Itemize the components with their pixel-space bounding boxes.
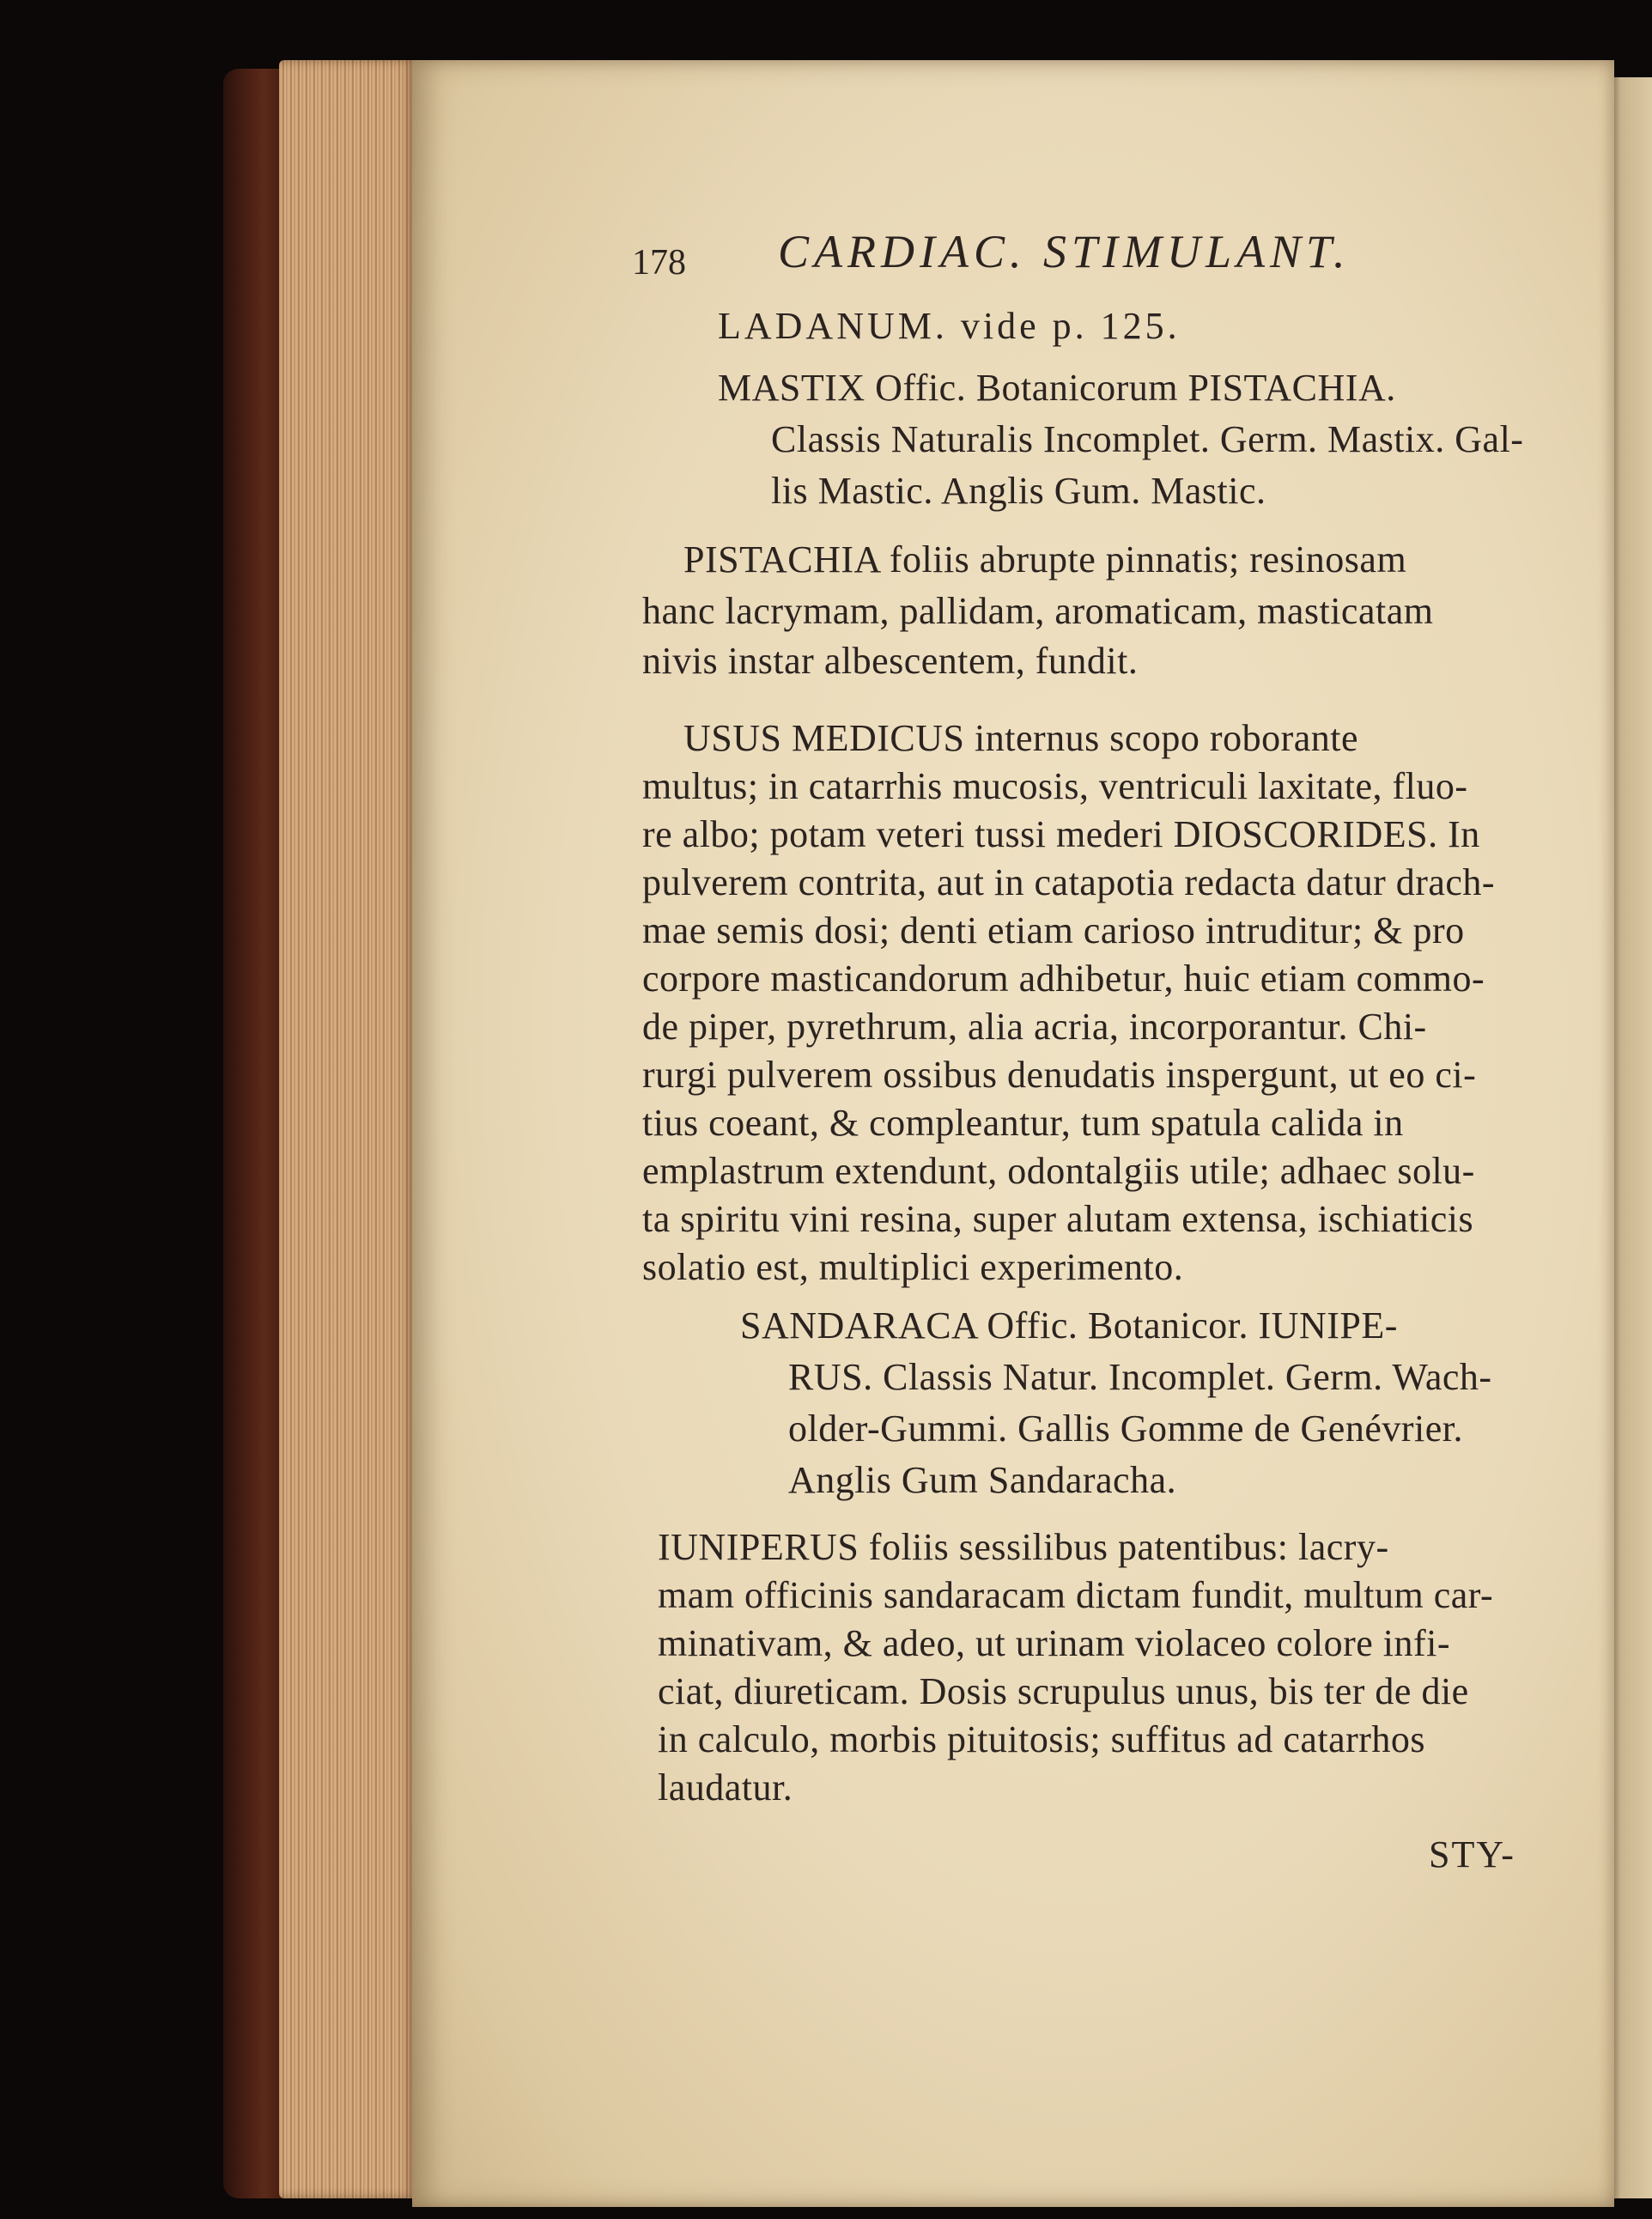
usus-medicus-line: tius coeant, & compleantur, tum spatula calida in bbox=[642, 1102, 1404, 1144]
entry-mastix-line: lis Mastic. Anglis Gum. Mastic. bbox=[771, 470, 1266, 512]
entry-iuniperus-line: ciat, diureticam. Dosis scrupulus unus, bis ter de die bbox=[658, 1670, 1469, 1712]
entry-sandaraca-line: Anglis Gum Sandaracha. bbox=[788, 1459, 1177, 1501]
entry-sandaraca-line: RUS. Classis Natur. Incomplet. Germ. Wach- bbox=[788, 1356, 1492, 1398]
usus-medicus-line: USUS MEDICUS internus scopo roborante bbox=[683, 717, 1359, 759]
running-head: CARDIAC. STIMULANT. bbox=[778, 226, 1351, 277]
entry-iuniperus-line: IUNIPERUS foliis sessilibus patentibus: lacry- bbox=[658, 1526, 1389, 1568]
entry-iuniperus-line: in calculo, morbis pituitosis; suffitus ad catarrhos bbox=[658, 1718, 1426, 1760]
entry-sandaraca-line: SANDARACA Offic. Botanicor. IUNIPE- bbox=[740, 1304, 1398, 1347]
entry-pistachia-line: hanc lacrymam, pallidam, aromaticam, masticatam bbox=[642, 590, 1434, 632]
entry-sandaraca-line: older-Gummi. Gallis Gomme de Genévrier. bbox=[788, 1407, 1463, 1450]
entry-pistachia-line: PISTACHIA foliis abrupte pinnatis; resinosam bbox=[683, 538, 1407, 581]
entry-mastix-line: MASTIX Offic. Botanicorum PISTACHIA. bbox=[718, 367, 1396, 409]
entry-pistachia-line: nivis instar albescentem, fundit. bbox=[642, 640, 1139, 682]
usus-medicus-line: de piper, pyrethrum, alia acria, incorporantur. Chi- bbox=[642, 1006, 1427, 1048]
page-edges bbox=[279, 60, 416, 2198]
usus-medicus-line: multus; in catarrhis mucosis, ventriculi laxitate, fluo- bbox=[642, 765, 1468, 807]
entry-mastix-line: Classis Naturalis Incomplet. Germ. Mastix. Gal- bbox=[771, 418, 1524, 460]
entry-ladanum: LADANUM. vide p. 125. bbox=[718, 305, 1181, 347]
usus-medicus-line: rurgi pulverem ossibus denudatis inspergunt, ut eo ci- bbox=[642, 1054, 1477, 1096]
usus-medicus-line: re albo; potam veteri tussi mederi DIOSCORIDES. In bbox=[642, 813, 1480, 855]
usus-medicus-line: solatio est, multiplici experimento. bbox=[642, 1246, 1184, 1288]
usus-medicus-line: ta spiritu vini resina, super alutam extensa, ischiaticis bbox=[642, 1198, 1474, 1240]
usus-medicus-line: pulverem contrita, aut in catapotia redacta datur drach- bbox=[642, 861, 1496, 903]
entry-iuniperus-line: laudatur. bbox=[658, 1766, 793, 1809]
entry-iuniperus-line: mam officinis sandaracam dictam fundit, multum car- bbox=[658, 1574, 1494, 1616]
entry-iuniperus-line: minativam, & adeo, ut urinam violaceo colore infi- bbox=[658, 1622, 1451, 1664]
page-number: 178 bbox=[632, 243, 686, 283]
catchword: STY- bbox=[1429, 1833, 1515, 1876]
usus-medicus-line: corpore masticandorum adhibetur, huic etiam commo- bbox=[642, 958, 1485, 1000]
usus-medicus-line: emplastrum extendunt, odontalgiis utile; adhaec solu- bbox=[642, 1150, 1475, 1192]
usus-medicus-line: mae semis dosi; denti etiam carioso intruditur; & pro bbox=[642, 909, 1465, 951]
